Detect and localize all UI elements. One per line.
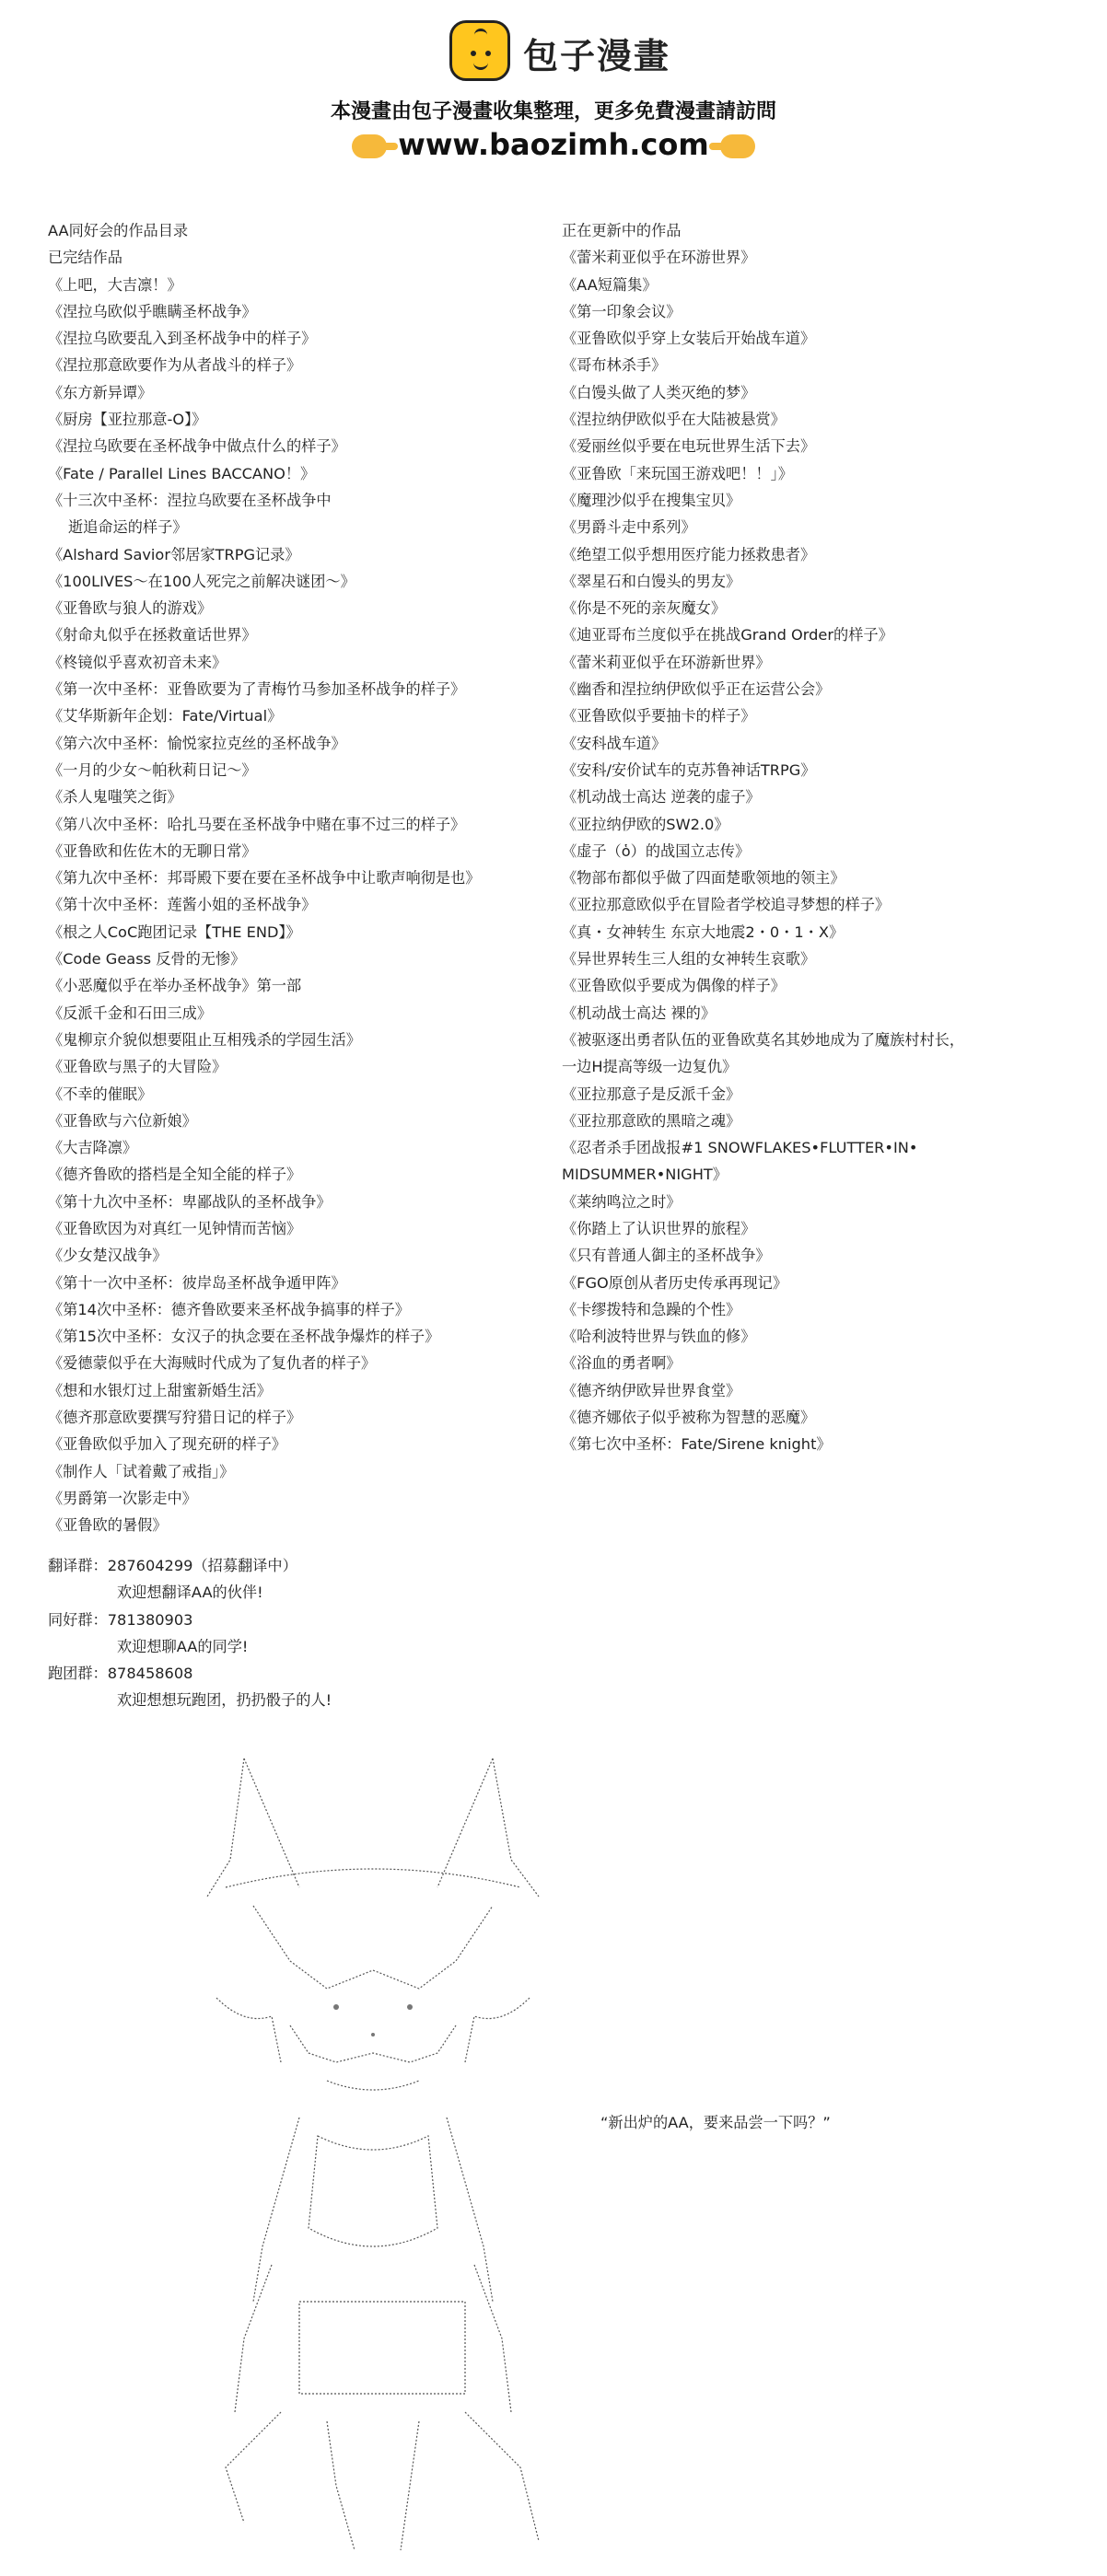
art-caption-quote: “新出炉的AA，要来品尝一下吗？”	[600, 2114, 831, 2131]
site-header	[0, 0, 1107, 184]
ongoing-heading: 正在更新中的作品	[562, 222, 682, 239]
list-item: 《制作人「试着戴了戒指」》	[48, 1462, 235, 1480]
fans-group-label: 同好群：	[48, 1610, 108, 1629]
list-item-continuation: 一边H提高等级一边复仇》	[562, 1058, 738, 1076]
list-item: 《被驱逐出勇者队伍的亚鲁欧莫名其妙地成为了魔族村村长，	[562, 1030, 965, 1049]
list-item: 《Fate / Parallel Lines BACCANO！》	[48, 464, 316, 482]
list-item: 《第一印象会议》	[562, 302, 682, 320]
list-item: 《德齐鲁欧的搭档是全知全能的样子》	[48, 1166, 302, 1184]
list-item: 《物部布都似乎做了四面楚歌领地的领主》	[562, 869, 845, 888]
list-item: 《只有普通人御主的圣杯战争》	[562, 1247, 771, 1265]
list-item: 《十三次中圣杯：涅拉乌欧要在圣杯战争中	[48, 491, 332, 509]
list-item: 《浴血的勇者啊》	[562, 1354, 682, 1373]
list-item: 《Code Geass 反骨的无惨》	[48, 950, 246, 969]
list-item: 《亚鲁欧与狼人的游戏》	[48, 599, 213, 618]
list-item: 《第十一次中圣杯：彼岸岛圣杯战争遁甲阵》	[48, 1273, 346, 1292]
list-item: 《根之人CoC跑团记录【THE END】》	[48, 922, 301, 941]
list-item: 《涅拉那意欧要作为从者战斗的样子》	[48, 356, 302, 375]
list-item: 《异世界转生三人组的女神转生哀歌》	[562, 950, 816, 969]
list-item: 《魔理沙似乎在搜集宝贝》	[562, 491, 741, 509]
ascii-art-figure	[189, 1749, 566, 2559]
site-url-row	[0, 127, 1107, 162]
list-item: 《真・女神转生 东京大地震2・0・1・X》	[562, 922, 845, 941]
list-item: 《爱德蒙似乎在大海贼时代成为了复仇者的样子》	[48, 1354, 377, 1373]
list-item: 《想和水银灯过上甜蜜新婚生活》	[48, 1381, 272, 1399]
pointing-hand-right-icon	[352, 134, 387, 158]
site-url-link[interactable]: www.baozimh.com	[398, 127, 709, 162]
list-item: 《第九次中圣杯：邦哥殿下要在要在圣杯战争中让歌声响彻是也》	[48, 869, 481, 888]
list-item: 《东方新异谭》	[48, 383, 153, 401]
translate-group-number: 287604299（招募翻译中）	[107, 1557, 297, 1574]
brand-name: 包子漫畫	[523, 36, 671, 76]
list-item: 《反派千金和石田三成》	[48, 1004, 213, 1022]
translate-group-row	[48, 1552, 332, 1579]
list-item: 《男爵第一次影走中》	[48, 1489, 197, 1507]
baozi-logo-icon	[449, 20, 510, 81]
list-item: 《亚鲁欧因为对真红一见钟情而苦恼》	[48, 1219, 302, 1237]
list-item: 《第15次中圣杯：女汉子的执念要在圣杯战争爆炸的样子》	[48, 1328, 440, 1346]
list-item-continuation: 逝追命运的样子》	[68, 518, 188, 537]
fans-group-row	[48, 1607, 332, 1633]
list-item: 《第一次中圣杯：亚鲁欧要为了青梅竹马参加圣杯战争的样子》	[48, 680, 466, 699]
list-item: 《大吉降凛》	[48, 1139, 138, 1157]
translate-group-label: 翻译群：	[48, 1557, 108, 1574]
list-item: 《蕾米莉亚似乎在环游世界》	[562, 249, 756, 267]
list-item: 《不幸的催眠》	[48, 1085, 153, 1103]
list-item: 《绝望工似乎想用医疗能力拯救患者》	[562, 545, 816, 563]
list-item: 《男爵斗走中系列》	[562, 518, 696, 537]
trpg-group-number: 878458608	[107, 1665, 193, 1683]
list-item: 《亚鲁欧与六位新娘》	[48, 1111, 197, 1130]
list-item: 《德齐那意欧要撰写狩猎日记的样子》	[48, 1409, 302, 1427]
trpg-group-row	[48, 1660, 332, 1687]
list-item: 《你是不死的亲灰魔女》	[562, 599, 727, 618]
list-item: 《忍者杀手团战报#1 SNOWFLAKES•FLUTTER•IN•	[562, 1139, 918, 1157]
trpg-group-note: 欢迎想想玩跑团，扔扔骰子的人!	[117, 1691, 332, 1710]
list-item: 《亚鲁欧的暑假》	[48, 1516, 168, 1535]
list-item-continuation: MIDSUMMER•NIGHT》	[562, 1166, 728, 1184]
list-item: 《亚拉那意欧的黑暗之魂》	[562, 1111, 741, 1130]
catalog-heading: AA同好会的作品目录	[48, 222, 189, 239]
list-item: 《第六次中圣杯：愉悦家拉克丝的圣杯战争》	[48, 734, 346, 752]
list-item: 《100LIVES～在100人死完之前解决谜团～》	[48, 572, 355, 590]
list-item: 《安科/安价试车的克苏鲁神话TRPG》	[562, 760, 816, 779]
list-item: 《亚鲁欧与黑子的大冒险》	[48, 1058, 227, 1076]
list-item: 《你踏上了认识世界的旅程》	[562, 1219, 756, 1237]
ongoing-works-list	[562, 217, 1078, 1458]
list-item: 《厨房【亚拉那意-O】》	[48, 411, 207, 429]
list-item: 《亚拉那意欧似乎在冒险者学校追寻梦想的样子》	[562, 896, 891, 914]
list-item: 《亚鲁欧似乎穿上女装后开始战车道》	[562, 330, 816, 348]
list-item: 《莱纳鸣泣之时》	[562, 1192, 682, 1211]
list-item: 《AA短篇集》	[562, 275, 658, 294]
list-item: 《德齐娜依子似乎被称为智慧的恶魔》	[562, 1409, 816, 1427]
list-item: 《机动战士高达 逆袭的虚子》	[562, 788, 761, 806]
list-item: 《安科战车道》	[562, 734, 667, 752]
list-item: 《少女楚汉战争》	[48, 1247, 168, 1265]
list-item: 《一月的少女～帕秋莉日记～》	[48, 760, 257, 779]
list-item: 《德齐纳伊欧异世界食堂》	[562, 1381, 741, 1399]
fans-group-note: 欢迎想聊AA的同学!	[117, 1637, 249, 1655]
list-item: 《射命丸似乎在拯救童话世界》	[48, 626, 257, 644]
list-item: 《上吧，大吉凛！》	[48, 275, 182, 294]
list-item: 《翠星石和白馒头的男友》	[562, 572, 741, 590]
list-item: 《小恶魔似乎在举办圣杯战争》第一部	[48, 977, 302, 995]
ascii-art-illustration	[189, 1749, 566, 2559]
completed-heading: 已完结作品	[48, 249, 122, 267]
list-item: 《第七次中圣杯：Fate/Sirene knight》	[562, 1435, 832, 1454]
list-item: 《亚鲁欧似乎要成为偶像的样子》	[562, 977, 786, 995]
completed-works-list	[48, 217, 545, 1539]
list-item: 《亚鲁欧「来玩国王游戏吧！！」》	[562, 464, 793, 482]
list-item: 《艾华斯新年企划：Fate/Virtual》	[48, 707, 283, 725]
list-item: 《白馒头做了人类灭绝的梦》	[562, 383, 756, 401]
list-item: 《鬼柳京介貌似想要阻止互相残杀的学园生活》	[48, 1030, 361, 1049]
list-item: 《Alshard Savior邻居家TRPG记录》	[48, 545, 300, 563]
list-item: 《亚鲁欧似乎加入了现充研的样子》	[48, 1435, 286, 1454]
list-item: 《蕾米莉亚似乎在环游新世界》	[562, 653, 771, 671]
pointing-hand-left-icon	[720, 134, 755, 158]
trpg-group-label: 跑团群：	[48, 1665, 108, 1683]
list-item: 《涅拉纳伊欧似乎在大陆被悬赏》	[562, 411, 786, 429]
list-item: 《FGO原创从者历史传承再现记》	[562, 1273, 788, 1292]
list-item: 《涅拉乌欧似乎瞧瞒圣杯战争》	[48, 302, 257, 320]
list-item: 《机动战士高达 裸的》	[562, 1004, 717, 1022]
group-contacts	[48, 1552, 332, 1714]
list-item: 《杀人鬼嗤笑之街》	[48, 788, 182, 806]
list-item: 《柊镜似乎喜欢初音未来》	[48, 653, 227, 671]
list-item: 《哥布林杀手》	[562, 356, 667, 375]
list-item: 《爱丽丝似乎要在电玩世界生活下去》	[562, 437, 816, 456]
fans-group-number: 781380903	[107, 1610, 193, 1629]
list-item: 《涅拉乌欧要乱入到圣杯战争中的样子》	[48, 330, 317, 348]
list-item: 《涅拉乌欧要在圣杯战争中做点什么的样子》	[48, 437, 346, 456]
list-item: 《亚拉那意子是反派千金》	[562, 1085, 741, 1103]
list-item: 《哈利波特世界与铁血的修》	[562, 1328, 756, 1346]
translate-group-note: 欢迎想翻译AA的伙伴!	[117, 1584, 263, 1602]
list-item: 《亚鲁欧和佐佐木的无聊日常》	[48, 841, 257, 860]
list-item: 《第八次中圣杯：哈扎马要在圣杯战争中赌在事不过三的样子》	[48, 815, 466, 833]
list-item: 《第十九次中圣杯：卑鄙战队的圣杯战争》	[48, 1192, 332, 1211]
collection-notice: 本漫畫由包子漫畫收集整理，更多免費漫畫請訪問	[330, 100, 776, 123]
list-item: 《第十次中圣杯：莲酱小姐的圣杯战争》	[48, 896, 317, 914]
list-item: 《虚子（ὁ）的战国立志传》	[562, 841, 751, 860]
list-item: 《迪亚哥布兰度似乎在挑战Grand Order的样子》	[562, 626, 893, 644]
list-item: 《卡缪拨特和急躁的个性》	[562, 1300, 741, 1318]
list-item: 《幽香和涅拉纳伊欧似乎正在运营公会》	[562, 680, 831, 699]
list-item: 《亚鲁欧似乎要抽卡的样子》	[562, 707, 756, 725]
list-item: 《亚拉纳伊欧的SW2.0》	[562, 815, 729, 833]
list-item: 《第14次中圣杯：德齐鲁欧要来圣杯战争搞事的样子》	[48, 1300, 410, 1318]
